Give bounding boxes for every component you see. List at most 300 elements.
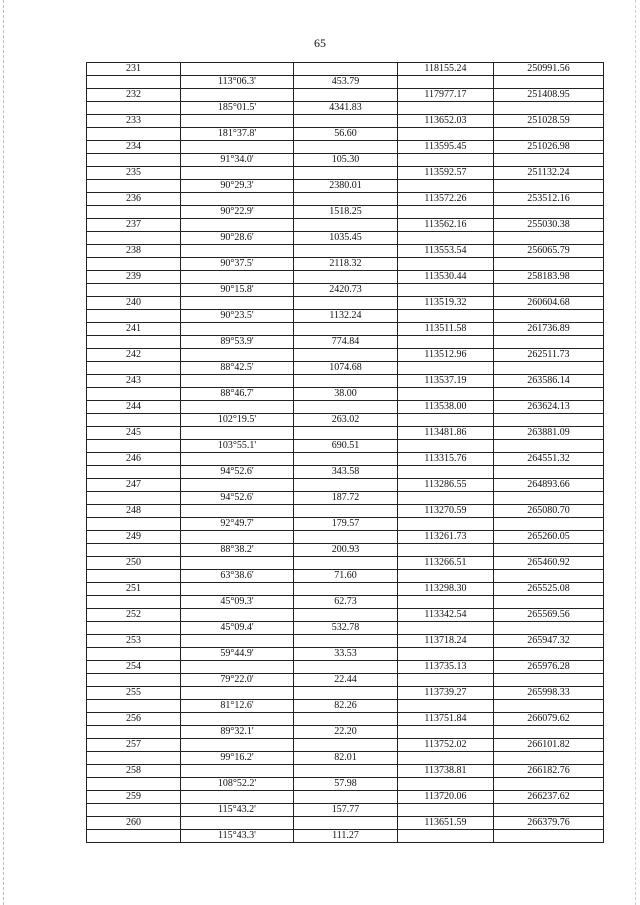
direction-angle-cell: 89°53.9' [181, 336, 294, 349]
point-row [87, 89, 604, 102]
point-number-cell: 259 [87, 791, 181, 804]
distance-cell: 38.00 [294, 388, 398, 401]
empty-angle-cell [181, 765, 294, 778]
empty-point-cell [87, 700, 181, 713]
empty-distance-cell [294, 115, 398, 128]
empty-point-cell [87, 440, 181, 453]
direction-angle-cell: 90°28.6' [181, 232, 294, 245]
empty-angle-cell [181, 63, 294, 76]
direction-angle-cell: 88°42.5' [181, 362, 294, 375]
point-row [87, 635, 604, 648]
point-row [87, 791, 604, 804]
empty-y-cell [494, 180, 604, 193]
empty-distance-cell [294, 557, 398, 570]
empty-x-cell [398, 258, 494, 271]
y-coordinate-cell: 251028.59 [494, 115, 604, 128]
point-number-cell: 238 [87, 245, 181, 258]
point-row [87, 661, 604, 674]
point-row [87, 765, 604, 778]
direction-angle-cell: 181°37.8' [181, 128, 294, 141]
point-row [87, 271, 604, 284]
point-row [87, 609, 604, 622]
distance-cell: 532.78 [294, 622, 398, 635]
empty-y-cell [494, 102, 604, 115]
empty-y-cell [494, 232, 604, 245]
measurement-row [87, 180, 604, 193]
direction-angle-cell: 90°15.8' [181, 284, 294, 297]
y-coordinate-cell: 266379.76 [494, 817, 604, 830]
empty-angle-cell [181, 661, 294, 674]
empty-x-cell [398, 440, 494, 453]
direction-angle-cell: 103°55.1' [181, 440, 294, 453]
measurement-row [87, 232, 604, 245]
empty-x-cell [398, 778, 494, 791]
point-row [87, 583, 604, 596]
distance-cell: 187.72 [294, 492, 398, 505]
point-row [87, 115, 604, 128]
empty-angle-cell [181, 115, 294, 128]
empty-point-cell [87, 648, 181, 661]
measurement-row [87, 648, 604, 661]
empty-point-cell [87, 596, 181, 609]
empty-point-cell [87, 804, 181, 817]
y-coordinate-cell: 251026.98 [494, 141, 604, 154]
empty-y-cell [494, 778, 604, 791]
direction-angle-cell: 113°06.3' [181, 76, 294, 89]
point-number-cell: 251 [87, 583, 181, 596]
y-coordinate-cell: 265525.08 [494, 583, 604, 596]
y-coordinate-cell: 263624.13 [494, 401, 604, 414]
point-row [87, 427, 604, 440]
direction-angle-cell: 115°43.2' [181, 804, 294, 817]
empty-x-cell [398, 596, 494, 609]
empty-y-cell [494, 752, 604, 765]
y-coordinate-cell: 261736.89 [494, 323, 604, 336]
empty-distance-cell [294, 141, 398, 154]
distance-cell: 57.98 [294, 778, 398, 791]
empty-y-cell [494, 284, 604, 297]
direction-angle-cell: 79°22.0' [181, 674, 294, 687]
measurement-row [87, 414, 604, 427]
empty-y-cell [494, 596, 604, 609]
y-coordinate-cell: 265976.28 [494, 661, 604, 674]
empty-point-cell [87, 310, 181, 323]
distance-cell: 1132.24 [294, 310, 398, 323]
empty-angle-cell [181, 193, 294, 206]
distance-cell: 4341.83 [294, 102, 398, 115]
measurement-row [87, 804, 604, 817]
point-number-cell: 258 [87, 765, 181, 778]
y-coordinate-cell: 255030.38 [494, 219, 604, 232]
x-coordinate-cell: 113718.24 [398, 635, 494, 648]
scan-edge-right [635, 0, 637, 905]
measurement-row [87, 388, 604, 401]
x-coordinate-cell: 113652.03 [398, 115, 494, 128]
empty-point-cell [87, 492, 181, 505]
point-number-cell: 254 [87, 661, 181, 674]
empty-y-cell [494, 336, 604, 349]
y-coordinate-cell: 265998.33 [494, 687, 604, 700]
empty-angle-cell [181, 323, 294, 336]
point-row [87, 817, 604, 830]
empty-x-cell [398, 310, 494, 323]
point-number-cell: 257 [87, 739, 181, 752]
empty-y-cell [494, 310, 604, 323]
empty-point-cell [87, 622, 181, 635]
x-coordinate-cell: 113537.19 [398, 375, 494, 388]
y-coordinate-cell: 251408.95 [494, 89, 604, 102]
empty-x-cell [398, 674, 494, 687]
point-number-cell: 252 [87, 609, 181, 622]
empty-x-cell [398, 154, 494, 167]
y-coordinate-cell: 264551.32 [494, 453, 604, 466]
empty-y-cell [494, 76, 604, 89]
empty-distance-cell [294, 505, 398, 518]
y-coordinate-cell: 266182.76 [494, 765, 604, 778]
empty-distance-cell [294, 89, 398, 102]
empty-distance-cell [294, 375, 398, 388]
empty-point-cell [87, 726, 181, 739]
empty-x-cell [398, 492, 494, 505]
empty-point-cell [87, 154, 181, 167]
empty-angle-cell [181, 271, 294, 284]
empty-point-cell [87, 232, 181, 245]
empty-point-cell [87, 570, 181, 583]
empty-distance-cell [294, 427, 398, 440]
direction-angle-cell: 115°43.3' [181, 830, 294, 843]
y-coordinate-cell: 265080.70 [494, 505, 604, 518]
y-coordinate-cell: 266237.62 [494, 791, 604, 804]
measurement-row [87, 440, 604, 453]
point-number-cell: 234 [87, 141, 181, 154]
direction-angle-cell: 89°32.1' [181, 726, 294, 739]
point-row [87, 401, 604, 414]
x-coordinate-cell: 113315.76 [398, 453, 494, 466]
measurement-row [87, 258, 604, 271]
empty-point-cell [87, 258, 181, 271]
distance-cell: 71.60 [294, 570, 398, 583]
measurement-row [87, 596, 604, 609]
point-row [87, 141, 604, 154]
point-number-cell: 242 [87, 349, 181, 362]
measurement-row [87, 752, 604, 765]
point-row [87, 713, 604, 726]
measurement-row [87, 830, 604, 843]
empty-point-cell [87, 180, 181, 193]
empty-point-cell [87, 362, 181, 375]
empty-angle-cell [181, 219, 294, 232]
empty-angle-cell [181, 739, 294, 752]
empty-distance-cell [294, 271, 398, 284]
empty-x-cell [398, 830, 494, 843]
x-coordinate-cell: 113651.59 [398, 817, 494, 830]
empty-x-cell [398, 466, 494, 479]
empty-point-cell [87, 466, 181, 479]
distance-cell: 111.27 [294, 830, 398, 843]
measurement-row [87, 674, 604, 687]
scan-edge-left [3, 0, 5, 905]
direction-angle-cell: 88°38.2' [181, 544, 294, 557]
y-coordinate-cell: 266079.62 [494, 713, 604, 726]
empty-angle-cell [181, 635, 294, 648]
y-coordinate-cell: 251132.24 [494, 167, 604, 180]
empty-x-cell [398, 622, 494, 635]
x-coordinate-cell: 113738.81 [398, 765, 494, 778]
x-coordinate-cell: 113720.06 [398, 791, 494, 804]
x-coordinate-cell: 113595.45 [398, 141, 494, 154]
point-number-cell: 248 [87, 505, 181, 518]
empty-point-cell [87, 76, 181, 89]
empty-y-cell [494, 492, 604, 505]
direction-angle-cell: 94°52.6' [181, 466, 294, 479]
empty-y-cell [494, 206, 604, 219]
point-row [87, 557, 604, 570]
empty-distance-cell [294, 349, 398, 362]
x-coordinate-cell: 113735.13 [398, 661, 494, 674]
empty-y-cell [494, 726, 604, 739]
direction-angle-cell: 81°12.6' [181, 700, 294, 713]
empty-x-cell [398, 388, 494, 401]
point-row [87, 193, 604, 206]
coordinate-table [86, 62, 604, 843]
point-row [87, 167, 604, 180]
x-coordinate-cell: 113270.59 [398, 505, 494, 518]
x-coordinate-cell: 113751.84 [398, 713, 494, 726]
point-number-cell: 250 [87, 557, 181, 570]
point-number-cell: 244 [87, 401, 181, 414]
empty-point-cell [87, 752, 181, 765]
empty-distance-cell [294, 167, 398, 180]
empty-distance-cell [294, 297, 398, 310]
empty-distance-cell [294, 531, 398, 544]
empty-x-cell [398, 726, 494, 739]
empty-distance-cell [294, 193, 398, 206]
empty-angle-cell [181, 609, 294, 622]
point-number-cell: 236 [87, 193, 181, 206]
distance-cell: 1074.68 [294, 362, 398, 375]
point-number-cell: 240 [87, 297, 181, 310]
y-coordinate-cell: 263881.09 [494, 427, 604, 440]
empty-angle-cell [181, 141, 294, 154]
y-coordinate-cell: 250991.56 [494, 63, 604, 76]
point-number-cell: 241 [87, 323, 181, 336]
empty-point-cell [87, 284, 181, 297]
measurement-row [87, 362, 604, 375]
point-number-cell: 235 [87, 167, 181, 180]
distance-cell: 179.57 [294, 518, 398, 531]
empty-y-cell [494, 544, 604, 557]
direction-angle-cell: 185°01.5' [181, 102, 294, 115]
y-coordinate-cell: 262511.73 [494, 349, 604, 362]
x-coordinate-cell: 113298.30 [398, 583, 494, 596]
measurement-row [87, 518, 604, 531]
empty-x-cell [398, 362, 494, 375]
point-row [87, 687, 604, 700]
empty-angle-cell [181, 791, 294, 804]
distance-cell: 33.53 [294, 648, 398, 661]
measurement-row [87, 466, 604, 479]
empty-distance-cell [294, 687, 398, 700]
empty-y-cell [494, 518, 604, 531]
empty-point-cell [87, 102, 181, 115]
empty-angle-cell [181, 245, 294, 258]
point-number-cell: 246 [87, 453, 181, 466]
empty-y-cell [494, 674, 604, 687]
measurement-row [87, 284, 604, 297]
x-coordinate-cell: 113538.00 [398, 401, 494, 414]
x-coordinate-cell: 113481.86 [398, 427, 494, 440]
measurement-row [87, 492, 604, 505]
measurement-row [87, 544, 604, 557]
empty-angle-cell [181, 557, 294, 570]
empty-point-cell [87, 830, 181, 843]
empty-point-cell [87, 128, 181, 141]
empty-y-cell [494, 700, 604, 713]
x-coordinate-cell: 113553.54 [398, 245, 494, 258]
distance-cell: 200.93 [294, 544, 398, 557]
direction-angle-cell: 102°19.5' [181, 414, 294, 427]
x-coordinate-cell: 113562.16 [398, 219, 494, 232]
point-row [87, 453, 604, 466]
direction-angle-cell: 92°49.7' [181, 518, 294, 531]
point-row [87, 479, 604, 492]
measurement-row [87, 128, 604, 141]
point-number-cell: 231 [87, 63, 181, 76]
distance-cell: 82.26 [294, 700, 398, 713]
point-number-cell: 237 [87, 219, 181, 232]
x-coordinate-cell: 113530.44 [398, 271, 494, 284]
distance-cell: 1035.45 [294, 232, 398, 245]
direction-angle-cell: 59°44.9' [181, 648, 294, 661]
empty-distance-cell [294, 583, 398, 596]
measurement-row [87, 336, 604, 349]
coordinate-table-body [87, 63, 604, 843]
empty-y-cell [494, 388, 604, 401]
distance-cell: 690.51 [294, 440, 398, 453]
direction-angle-cell: 90°22.9' [181, 206, 294, 219]
empty-angle-cell [181, 297, 294, 310]
empty-angle-cell [181, 531, 294, 544]
y-coordinate-cell: 265260.05 [494, 531, 604, 544]
distance-cell: 1518.25 [294, 206, 398, 219]
y-coordinate-cell: 263586.14 [494, 375, 604, 388]
empty-x-cell [398, 804, 494, 817]
y-coordinate-cell: 256065.79 [494, 245, 604, 258]
empty-distance-cell [294, 739, 398, 752]
x-coordinate-cell: 113592.57 [398, 167, 494, 180]
point-row [87, 297, 604, 310]
point-row [87, 349, 604, 362]
distance-cell: 157.77 [294, 804, 398, 817]
point-row [87, 219, 604, 232]
empty-x-cell [398, 76, 494, 89]
empty-x-cell [398, 102, 494, 115]
measurement-row [87, 310, 604, 323]
empty-x-cell [398, 336, 494, 349]
empty-distance-cell [294, 323, 398, 336]
empty-y-cell [494, 414, 604, 427]
distance-cell: 56.60 [294, 128, 398, 141]
distance-cell: 453.79 [294, 76, 398, 89]
empty-y-cell [494, 570, 604, 583]
x-coordinate-cell: 113572.26 [398, 193, 494, 206]
measurement-row [87, 206, 604, 219]
y-coordinate-cell: 258183.98 [494, 271, 604, 284]
distance-cell: 22.20 [294, 726, 398, 739]
empty-angle-cell [181, 713, 294, 726]
empty-y-cell [494, 648, 604, 661]
empty-point-cell [87, 388, 181, 401]
empty-angle-cell [181, 401, 294, 414]
y-coordinate-cell: 264893.66 [494, 479, 604, 492]
x-coordinate-cell: 113266.51 [398, 557, 494, 570]
distance-cell: 2118.32 [294, 258, 398, 271]
distance-cell: 343.58 [294, 466, 398, 479]
y-coordinate-cell: 265947.32 [494, 635, 604, 648]
y-coordinate-cell: 253512.16 [494, 193, 604, 206]
direction-angle-cell: 90°23.5' [181, 310, 294, 323]
point-number-cell: 249 [87, 531, 181, 544]
empty-angle-cell [181, 817, 294, 830]
direction-angle-cell: 90°37.5' [181, 258, 294, 271]
empty-angle-cell [181, 349, 294, 362]
empty-distance-cell [294, 63, 398, 76]
x-coordinate-cell: 113519.32 [398, 297, 494, 310]
empty-y-cell [494, 258, 604, 271]
empty-distance-cell [294, 609, 398, 622]
distance-cell: 105.30 [294, 154, 398, 167]
point-number-cell: 239 [87, 271, 181, 284]
empty-x-cell [398, 544, 494, 557]
x-coordinate-cell: 113752.02 [398, 739, 494, 752]
point-number-cell: 253 [87, 635, 181, 648]
point-number-cell: 255 [87, 687, 181, 700]
empty-angle-cell [181, 687, 294, 700]
empty-distance-cell [294, 817, 398, 830]
measurement-row [87, 154, 604, 167]
distance-cell: 22.44 [294, 674, 398, 687]
empty-distance-cell [294, 791, 398, 804]
direction-angle-cell: 99°16.2' [181, 752, 294, 765]
x-coordinate-cell: 117977.17 [398, 89, 494, 102]
empty-x-cell [398, 128, 494, 141]
x-coordinate-cell: 118155.24 [398, 63, 494, 76]
empty-x-cell [398, 206, 494, 219]
page-number: 65 [314, 36, 326, 50]
empty-angle-cell [181, 505, 294, 518]
point-row [87, 375, 604, 388]
empty-angle-cell [181, 427, 294, 440]
distance-cell: 263.02 [294, 414, 398, 427]
empty-angle-cell [181, 89, 294, 102]
empty-point-cell [87, 206, 181, 219]
measurement-row [87, 570, 604, 583]
empty-y-cell [494, 440, 604, 453]
point-row [87, 739, 604, 752]
empty-point-cell [87, 544, 181, 557]
point-number-cell: 232 [87, 89, 181, 102]
direction-angle-cell: 45°09.3' [181, 596, 294, 609]
measurement-row [87, 102, 604, 115]
distance-cell: 62.73 [294, 596, 398, 609]
empty-distance-cell [294, 713, 398, 726]
measurement-row [87, 76, 604, 89]
x-coordinate-cell: 113739.27 [398, 687, 494, 700]
distance-cell: 2420.73 [294, 284, 398, 297]
empty-x-cell [398, 518, 494, 531]
point-row [87, 63, 604, 76]
empty-x-cell [398, 284, 494, 297]
